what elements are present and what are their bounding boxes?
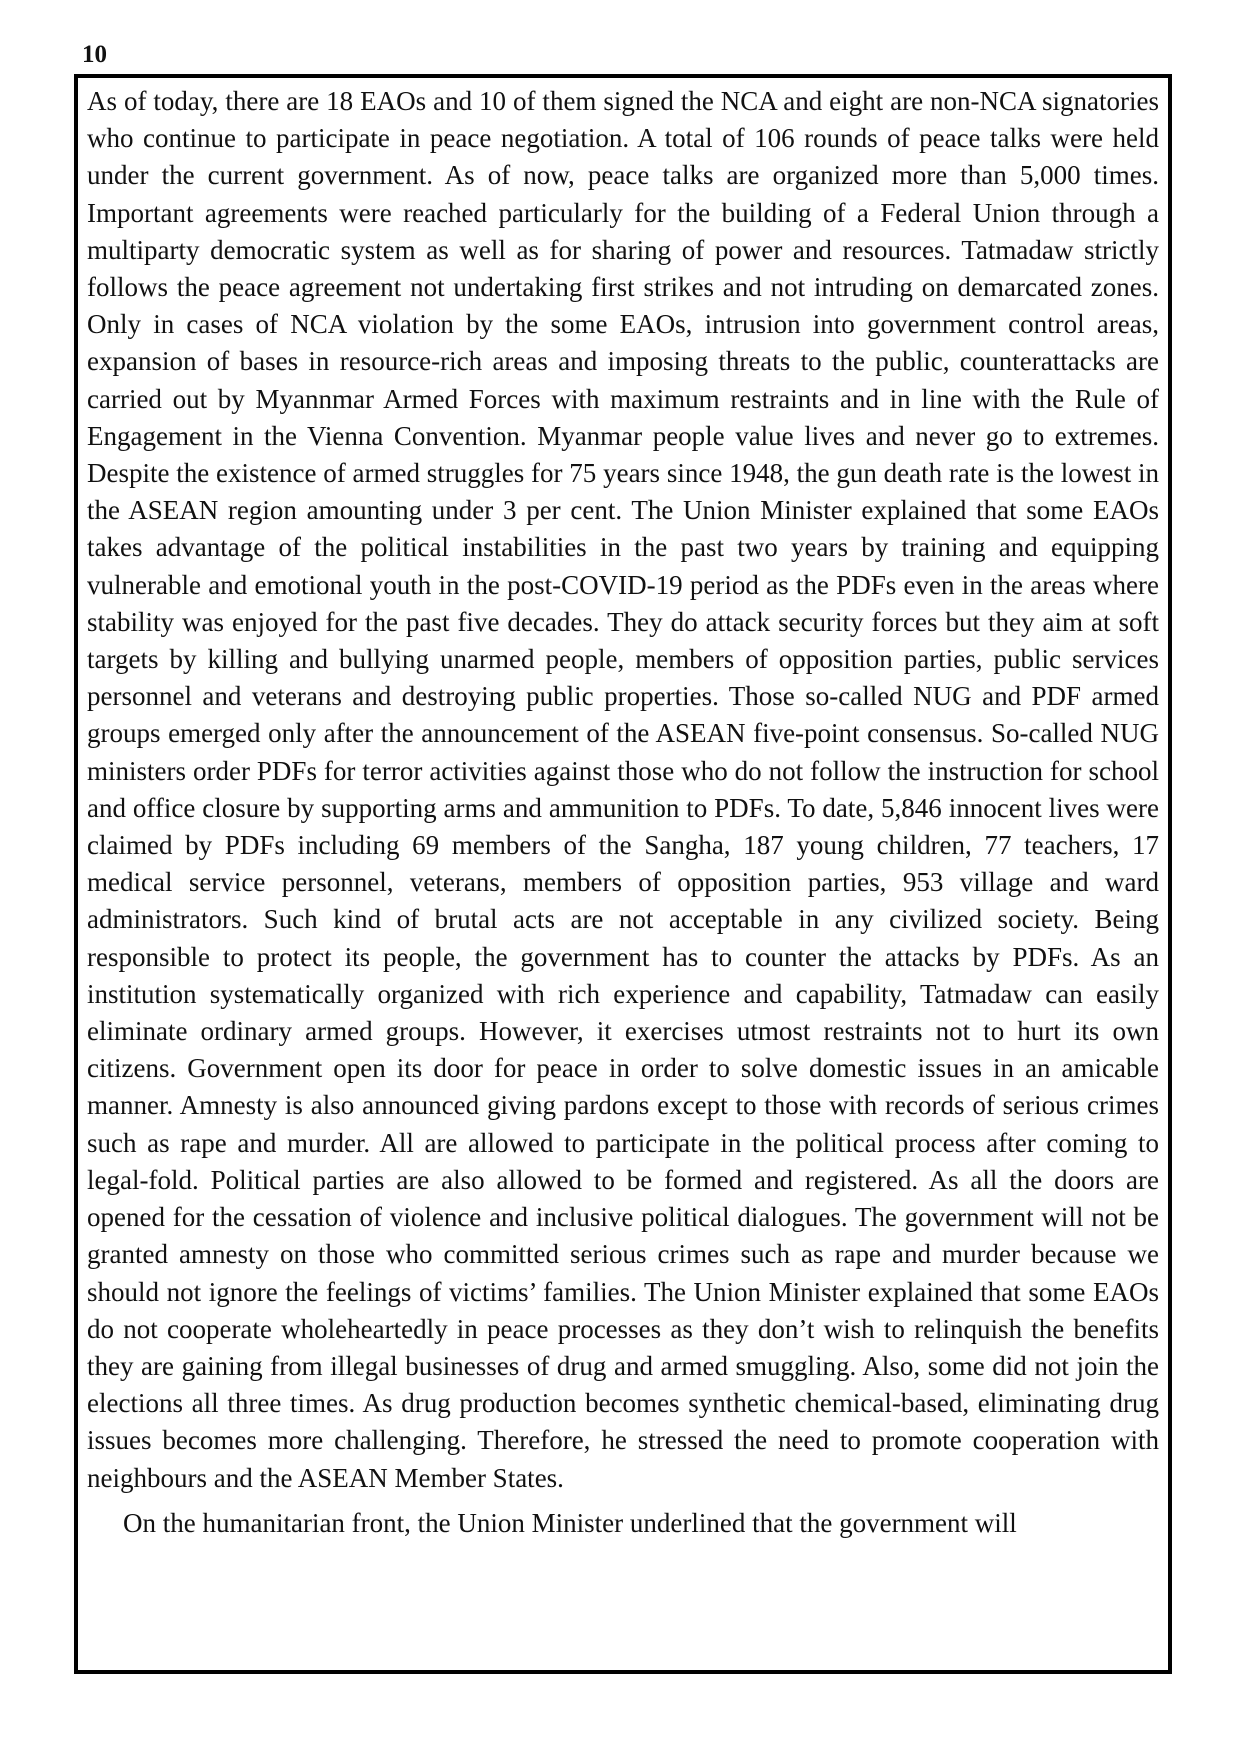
body-paragraph-2: On the humanitarian front, the Union Minister underlined that the government will [123,1507,1017,1538]
bordered-text-frame [74,74,1172,1674]
page-number: 10 [82,41,107,68]
body-paragraph-1: As of today, there are 18 EAOs and 10 of them signed the NCA and eight are non-NCA signatories who continue to participate in peace negotiation. A total of 106 rounds of peace talks were held under the current government. As of now, peace talks are organized more than 5,000 times. Important agreements were reached particularly for the building of a Federal Union through a multiparty democratic system as well as for sharing of power and resources. Tatmadaw strictly follows the peace agreement not undertaking first strikes and not intruding on demarcated zones. Only in cases of NCA violation by the some EAOs, intrusion into government control areas, expansion of bases in resource-rich areas and imposing threats to the public, counterattacks are carried out by Myannmar Armed Forces with maximum restraints and in line with the Rule of Engagement in the Vienna Convention. Myanmar people value lives and never go to extremes. Despite the existence of armed struggles for 75 years since 1948, the gun death rate is the lowest in the ASEAN region amounting under 3 per cent. The Union Minister explained that some EAOs takes advantage of the political instabilities in the past two years by training and equipping vulnerable and emotional youth in the post-COVID-19 period as the PDFs even in the areas where stability was enjoyed for the past five decades. They do attack security forces but they aim at soft targets by killing and bullying unarmed people, members of opposition parties, public services personnel and veterans and destroying public properties. Those so-called NUG and PDF armed groups emerged only after the announcement of the ASEAN five-point consensus. So-called NUG ministers order PDFs for terror activities against those who do not follow the instruction for school and office closure by supporting arms and ammunition to PDFs. To date, 5,846 innocent lives were claimed by PDFs including 69 members of the Sangha, 187 young children, 77 teachers, 17 medical service personnel, veterans, members of opposition parties, 953 village and ward administrators. Such kind of brutal acts are not acceptable in any civilized society. Being responsible to protect its people, the government has to counter the attacks by PDFs. As an institution systematically organized with rich experience and capability, Tatmadaw can easily eliminate ordinary armed groups. However, it exercises utmost restraints not to hurt its own citizens. Government open its door for peace in order to solve domestic issues in an amicable manner. Amnesty is also announced giving pardons except to those with records of serious crimes such as rape and murder. All are allowed to participate in the political process after coming to legal-fold. Political parties are also allowed to be formed and registered. As all the doors are opened for the cessation of violence and inclusive political dialogues. The government will not be granted amnesty on those who committed serious crimes such as rape and murder because we should not ignore the feelings of victims’ families. The Union Minister explained that some EAOs do not cooperate wholeheartedly in peace processes as they don’t wish to relinquish the benefits they are gaining from illegal businesses of drug and armed smuggling. Also, some did not join the elections all three times. As drug production becomes synthetic chemical-based, eliminating drug issues becomes more challenging. Therefore, he stressed the need to promote cooperation with neighbours and the ASEAN Member States. [87,86,1159,1493]
